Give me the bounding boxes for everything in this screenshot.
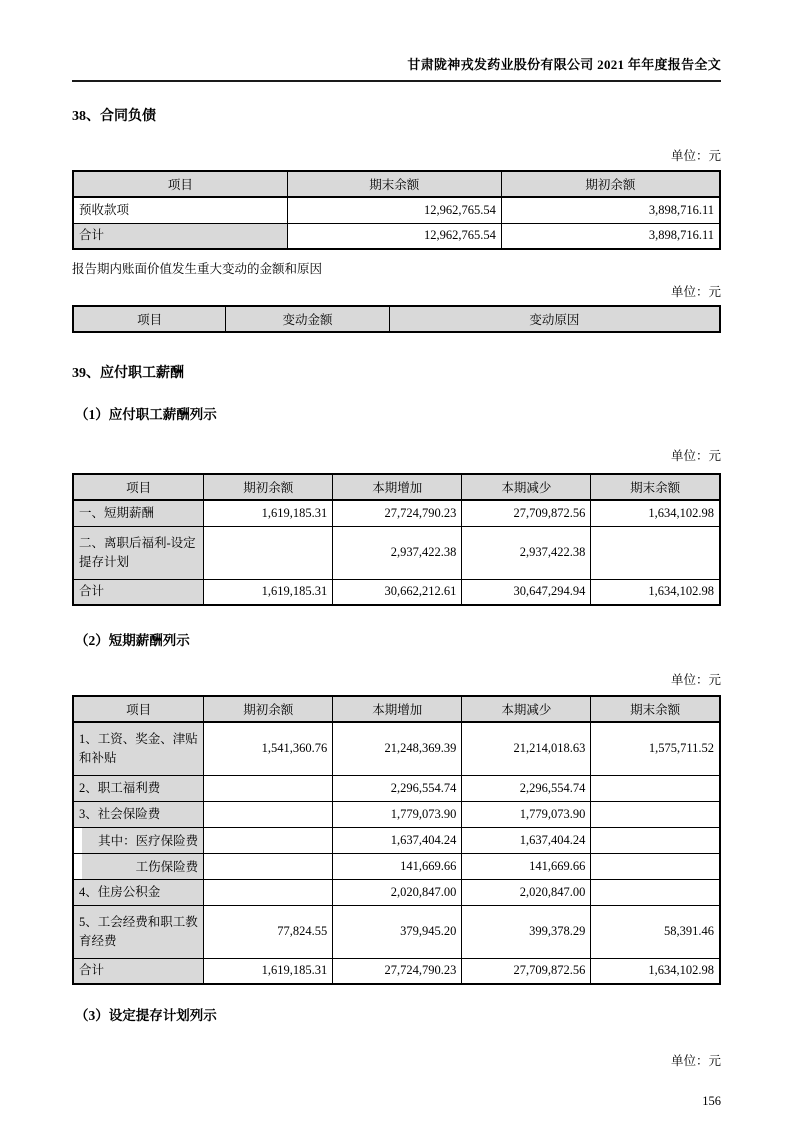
table-row bbox=[73, 722, 720, 775]
amount-cell: 3,898,716.11 bbox=[501, 223, 720, 249]
section-38-title: 38、合同负债 bbox=[72, 109, 156, 124]
amount-cell bbox=[591, 827, 720, 853]
amount-cell bbox=[591, 801, 720, 827]
amount-cell: 399,378.29 bbox=[462, 905, 591, 958]
table-row bbox=[73, 827, 720, 853]
column-header: 期初余额 bbox=[204, 696, 333, 722]
unit-label: 单位：元 bbox=[670, 285, 721, 299]
table-row bbox=[73, 500, 720, 526]
row-label-cell: 2、职工福利费 bbox=[73, 775, 204, 801]
unit-label: 单位：元 bbox=[670, 149, 721, 163]
amount-cell bbox=[204, 879, 333, 905]
column-header: 项目 bbox=[73, 171, 287, 197]
amount-cell bbox=[204, 801, 333, 827]
table-row-total bbox=[73, 579, 720, 605]
unit-label: 单位：元 bbox=[670, 449, 721, 463]
row-label-cell: 1、工资、奖金、津贴和补贴 bbox=[73, 722, 204, 775]
amount-cell: 2,296,554.74 bbox=[462, 775, 591, 801]
column-header: 变动原因 bbox=[389, 306, 720, 332]
row-label-cell: 合计 bbox=[73, 223, 287, 249]
table-row bbox=[73, 879, 720, 905]
amount-cell: 1,634,102.98 bbox=[591, 500, 720, 526]
change-reason-table bbox=[72, 305, 721, 333]
column-header: 项目 bbox=[73, 474, 204, 500]
column-header: 期末余额 bbox=[591, 696, 720, 722]
row-label-cell: 3、社会保险费 bbox=[73, 801, 204, 827]
row-label-cell: 工伤保险费 bbox=[73, 853, 204, 879]
amount-cell: 379,945.20 bbox=[333, 905, 462, 958]
contract-liability-table bbox=[72, 170, 721, 250]
amount-cell: 27,724,790.23 bbox=[333, 958, 462, 984]
column-header: 期末余额 bbox=[591, 474, 720, 500]
column-header: 本期增加 bbox=[333, 696, 462, 722]
amount-cell: 58,391.46 bbox=[591, 905, 720, 958]
table-header-row bbox=[73, 474, 720, 500]
table-row bbox=[73, 526, 720, 579]
row-label-cell: 其中：医疗保险费 bbox=[73, 827, 204, 853]
change-note: 报告期内账面价值发生重大变动的金额和原因 bbox=[72, 262, 323, 276]
section-39-title: 39、应付职工薪酬 bbox=[72, 366, 184, 381]
report-header-title: 甘肃陇神戎发药业股份有限公司 2021 年年度报告全文 bbox=[407, 57, 721, 72]
column-header: 项目 bbox=[73, 306, 226, 332]
amount-cell: 1,619,185.31 bbox=[204, 500, 333, 526]
amount-cell: 27,724,790.23 bbox=[333, 500, 462, 526]
column-header: 期末余额 bbox=[287, 171, 501, 197]
amount-cell bbox=[204, 526, 333, 579]
column-header: 项目 bbox=[73, 696, 204, 722]
amount-cell: 1,619,185.31 bbox=[204, 579, 333, 605]
unit-label: 单位：元 bbox=[670, 673, 721, 687]
amount-cell: 1,575,711.52 bbox=[591, 722, 720, 775]
header-divider bbox=[72, 80, 721, 82]
amount-cell: 1,637,404.24 bbox=[462, 827, 591, 853]
column-header: 本期减少 bbox=[462, 696, 591, 722]
amount-cell: 2,020,847.00 bbox=[333, 879, 462, 905]
amount-cell: 1,634,102.98 bbox=[591, 958, 720, 984]
row-label-cell: 二、离职后福利-设定提存计划 bbox=[73, 526, 204, 579]
amount-cell: 1,779,073.90 bbox=[333, 801, 462, 827]
amount-cell bbox=[591, 775, 720, 801]
amount-cell: 30,662,212.61 bbox=[333, 579, 462, 605]
amount-cell: 77,824.55 bbox=[204, 905, 333, 958]
amount-cell: 1,541,360.76 bbox=[204, 722, 333, 775]
amount-cell: 12,962,765.54 bbox=[287, 223, 501, 249]
row-label-cell: 一、短期薪酬 bbox=[73, 500, 204, 526]
amount-cell: 2,937,422.38 bbox=[333, 526, 462, 579]
row-label-cell: 5、工会经费和职工教育经费 bbox=[73, 905, 204, 958]
amount-cell: 21,248,369.39 bbox=[333, 722, 462, 775]
amount-cell: 3,898,716.11 bbox=[501, 197, 720, 223]
subsection-3-title: （3）设定提存计划列示 bbox=[75, 1008, 217, 1023]
amount-cell: 2,937,422.38 bbox=[462, 526, 591, 579]
row-label-cell: 4、住房公积金 bbox=[73, 879, 204, 905]
amount-cell: 1,779,073.90 bbox=[462, 801, 591, 827]
amount-cell: 2,020,847.00 bbox=[462, 879, 591, 905]
page-number: 156 bbox=[702, 1094, 721, 1108]
table-header-row bbox=[73, 696, 720, 722]
column-header: 本期增加 bbox=[333, 474, 462, 500]
amount-cell: 1,619,185.31 bbox=[204, 958, 333, 984]
column-header: 变动金额 bbox=[226, 306, 390, 332]
amount-cell: 27,709,872.56 bbox=[462, 958, 591, 984]
table-row bbox=[73, 801, 720, 827]
short-term-compensation-table bbox=[72, 695, 721, 985]
row-label-cell: 合计 bbox=[73, 958, 204, 984]
amount-cell bbox=[204, 775, 333, 801]
column-header: 本期减少 bbox=[462, 474, 591, 500]
amount-cell bbox=[204, 827, 333, 853]
amount-cell bbox=[204, 853, 333, 879]
table-row-total bbox=[73, 958, 720, 984]
row-label-cell: 预收款项 bbox=[73, 197, 287, 223]
column-header: 期初余额 bbox=[204, 474, 333, 500]
unit-label: 单位：元 bbox=[670, 1054, 721, 1068]
amount-cell: 1,634,102.98 bbox=[591, 579, 720, 605]
table-header-row bbox=[73, 171, 720, 197]
table-row-total bbox=[73, 223, 720, 249]
column-header: 期初余额 bbox=[501, 171, 720, 197]
amount-cell: 12,962,765.54 bbox=[287, 197, 501, 223]
payroll-summary-table bbox=[72, 473, 721, 606]
amount-cell bbox=[591, 526, 720, 579]
table-row bbox=[73, 197, 720, 223]
row-label-cell: 合计 bbox=[73, 579, 204, 605]
table-row bbox=[73, 775, 720, 801]
amount-cell bbox=[591, 879, 720, 905]
amount-cell: 27,709,872.56 bbox=[462, 500, 591, 526]
amount-cell: 1,637,404.24 bbox=[333, 827, 462, 853]
amount-cell bbox=[591, 853, 720, 879]
subsection-1-title: （1）应付职工薪酬列示 bbox=[75, 407, 217, 422]
amount-cell: 141,669.66 bbox=[333, 853, 462, 879]
table-row bbox=[73, 905, 720, 958]
amount-cell: 30,647,294.94 bbox=[462, 579, 591, 605]
amount-cell: 21,214,018.63 bbox=[462, 722, 591, 775]
subsection-2-title: （2）短期薪酬列示 bbox=[75, 633, 190, 648]
amount-cell: 141,669.66 bbox=[462, 853, 591, 879]
amount-cell: 2,296,554.74 bbox=[333, 775, 462, 801]
table-row bbox=[73, 853, 720, 879]
table-header-row bbox=[73, 306, 720, 332]
